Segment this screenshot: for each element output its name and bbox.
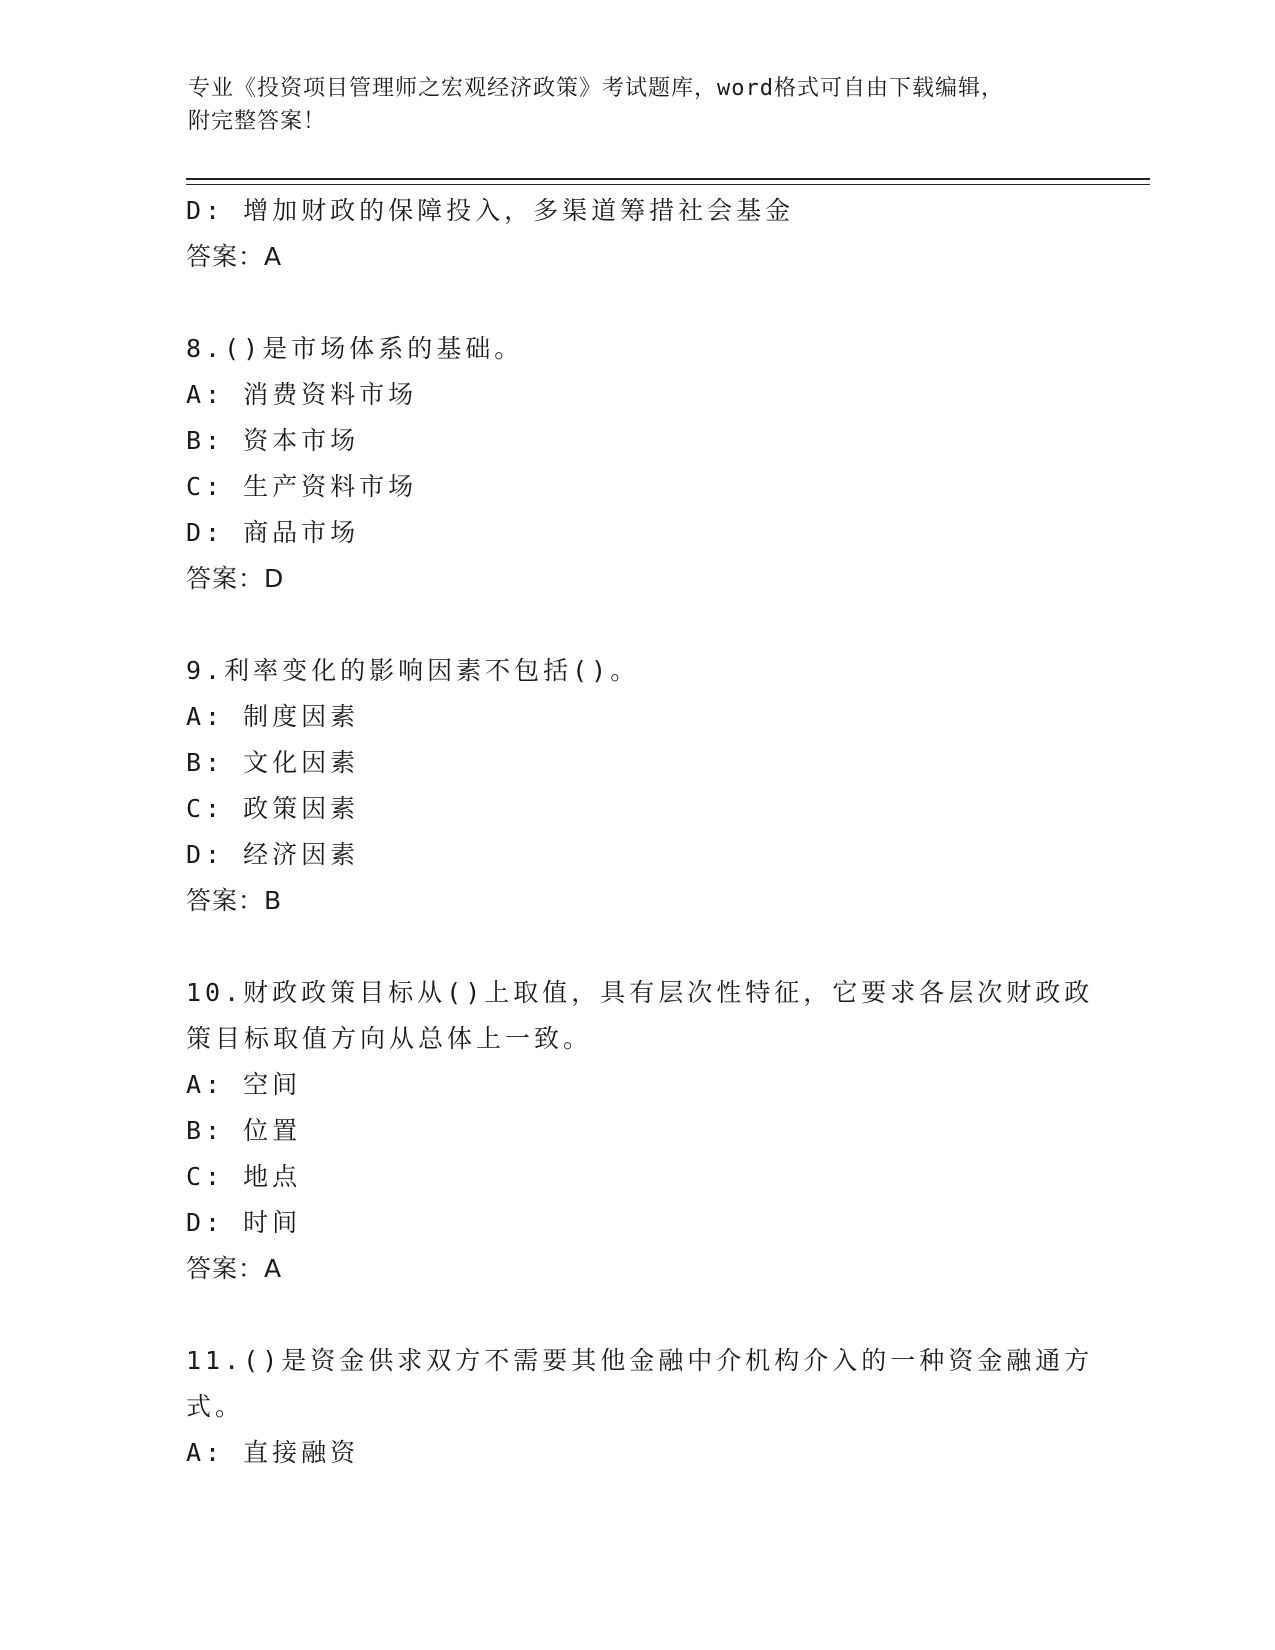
answer: 答案：A [186,242,283,271]
option-a: A: 制度因素 [186,702,360,731]
option-d: D: 商品市场 [186,518,360,547]
document-header [188,72,1088,138]
question-7-tail [186,188,1086,280]
spacer [186,602,1086,648]
option-c: C: 政策因素 [186,794,360,823]
question-text-line-2: 策目标取值方向从总体上一致。 [186,1024,593,1053]
question-9 [186,648,1086,924]
question-text-line-2: 式。 [186,1392,245,1421]
answer: 答案：A [186,1254,283,1283]
header-divider-thin [186,184,1150,185]
question-8 [186,326,1086,602]
option-b: B: 位置 [186,1116,302,1145]
spacer [186,280,1086,326]
answer: 答案：B [186,886,283,915]
option-c: C: 地点 [186,1162,302,1191]
option-d: D: 经济因素 [186,840,360,869]
option-a: A: 消费资料市场 [186,380,418,409]
question-text-line-1: 11.()是资金供求双方不需要其他金融中介机构介入的一种资金融通方 [186,1346,1094,1375]
option-d: D: 增加财政的保障投入，多渠道筹措社会基金 [186,196,795,225]
option-b: B: 资本市场 [186,426,360,455]
option-c: C: 生产资料市场 [186,472,418,501]
question-text-line-1: 10.财政政策目标从()上取值，具有层次性特征，它要求各层次财政政 [186,978,1094,1007]
spacer [186,924,1086,970]
question-10 [186,970,1094,1292]
option-a: A: 直接融资 [186,1438,360,1467]
question-text: 9.利率变化的影响因素不包括()。 [186,656,640,685]
question-list [186,188,1094,1476]
option-a: A: 空间 [186,1070,302,1099]
spacer [186,1292,1086,1338]
option-b: B: 文化因素 [186,748,360,777]
header-line-2: 附完整答案！ [188,109,327,134]
option-d: D: 时间 [186,1208,302,1237]
answer: 答案：D [186,564,285,593]
question-text: 8.()是市场体系的基础。 [186,334,524,363]
header-line-1: 专业《投资项目管理师之宏观经济政策》考试题库，word格式可自由下载编辑， [188,76,1004,101]
question-11 [186,1338,1094,1476]
header-divider-thick [186,178,1150,180]
